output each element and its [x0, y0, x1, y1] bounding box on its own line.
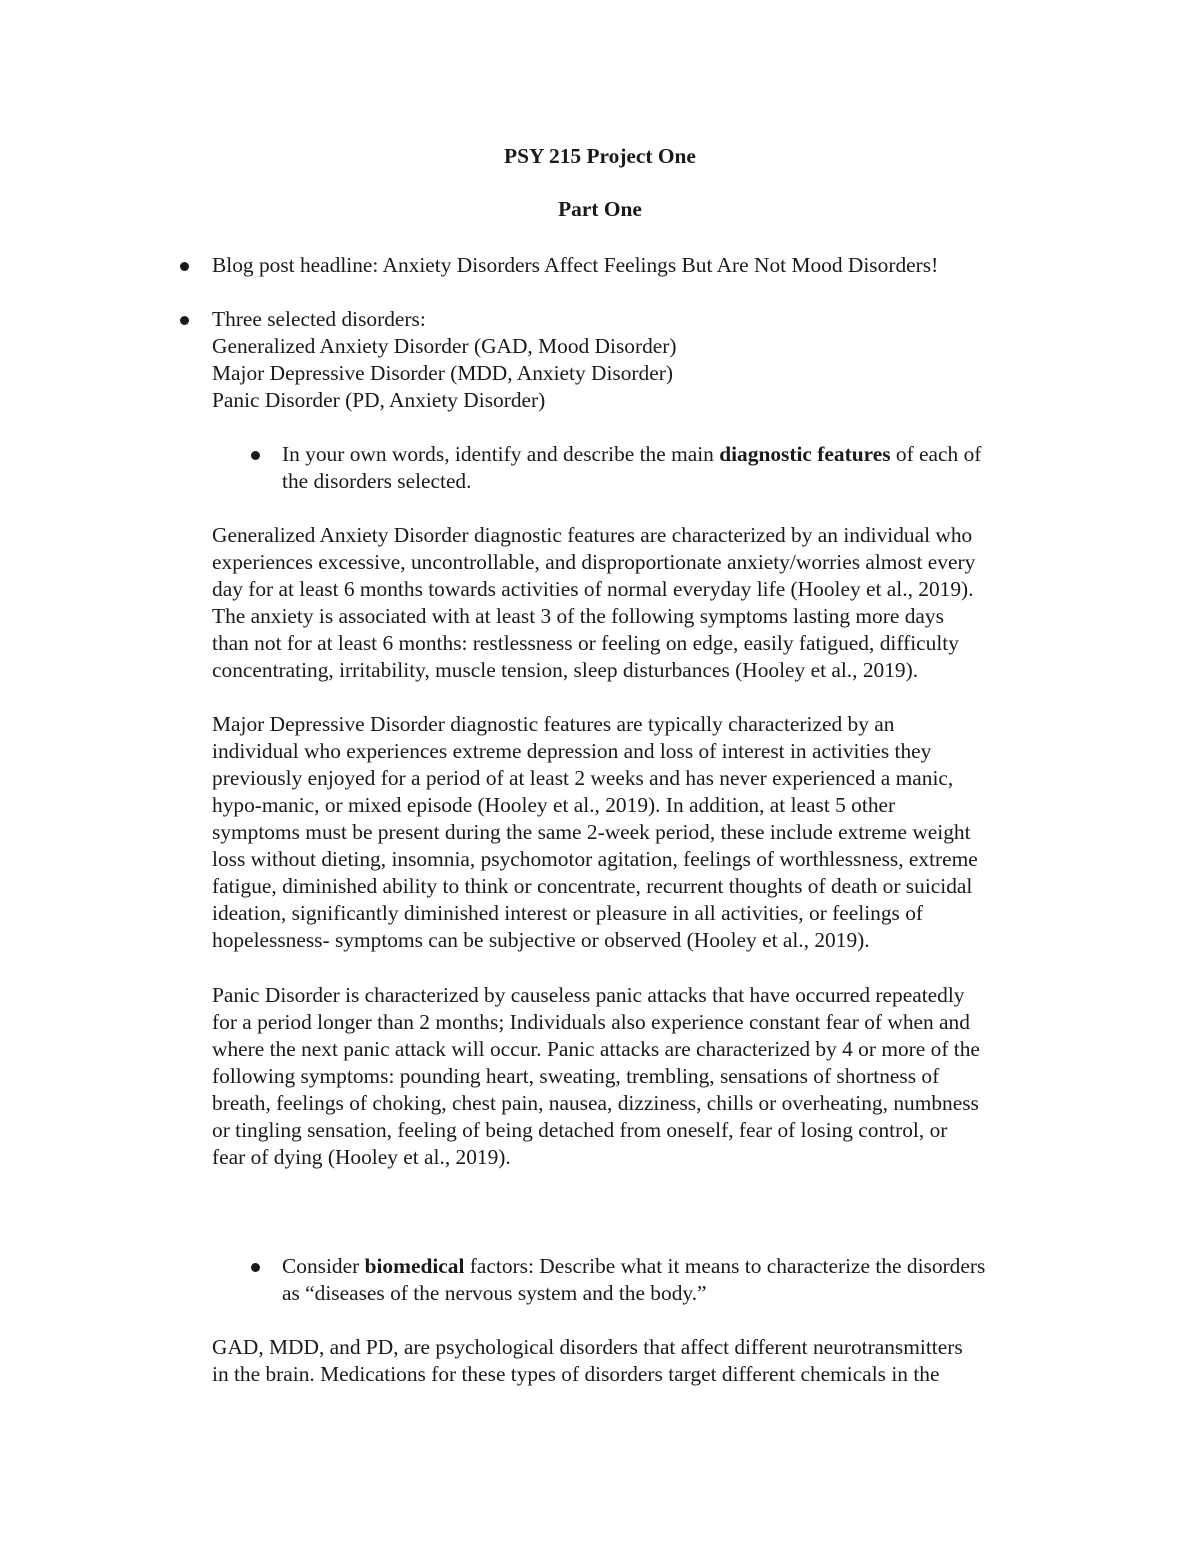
bullet-line: Major Depressive Disorder (MDD, Anxiety Disorder)	[212, 361, 673, 385]
sub-bullet-line-1: In your own words, identify and describe the main diagnostic features of each of	[282, 442, 982, 466]
paragraph-line: hopelessness- symptoms can be subjective or observed (Hooley et al., 2019).	[212, 928, 870, 952]
bullet-dot-icon	[251, 1263, 260, 1272]
final-paragraph	[212, 1334, 1072, 1388]
mdd-paragraph	[212, 711, 1072, 954]
paragraph-line: loss without dieting, insomnia, psychomotor agitation, feelings of worthlessness, extreme	[212, 847, 978, 871]
paragraph-line: following symptoms: pounding heart, sweating, trembling, sensations of shortness of	[212, 1064, 940, 1088]
bold-term: biomedical	[364, 1254, 465, 1278]
paragraph-line: in the brain. Medications for these types of disorders target different chemicals in the	[212, 1362, 940, 1386]
pd-paragraph	[212, 982, 1072, 1171]
sub-bullet-line-2: the disorders selected.	[282, 469, 472, 493]
paragraph-line: ideation, significantly diminished interest or pleasure in all activities, or feelings of	[212, 901, 924, 925]
paragraph-line: GAD, MDD, and PD, are psychological disorders that affect different neurotransmitters	[212, 1335, 963, 1359]
paragraph-line: where the next panic attack will occur. Panic attacks are characterized by 4 or more of the	[212, 1037, 980, 1061]
paragraph-line: or tingling sensation, feeling of being detached from oneself, fear of losing control, or	[212, 1118, 948, 1142]
sub-bullet-biomedical-factors	[282, 1253, 1072, 1307]
gad-paragraph	[212, 522, 1072, 684]
paragraph-line: previously enjoyed for a period of at least 2 weeks and has never experienced a manic,	[212, 766, 954, 790]
paragraph-line: The anxiety is associated with at least 3 of the following symptoms lasting more days	[212, 604, 944, 628]
sub-bullet-line-1: Consider biomedical factors: Describe what it means to characterize the disorders	[282, 1254, 986, 1278]
paragraph-line: symptoms must be present during the same 2-week period, these include extreme weight	[212, 820, 971, 844]
bullet-line: Panic Disorder (PD, Anxiety Disorder)	[212, 388, 546, 412]
paragraph-line: fatigue, diminished ability to think or concentrate, recurrent thoughts of death or suicidal	[212, 874, 973, 898]
sub-bullet-line-2: as “diseases of the nervous system and the body.”	[282, 1281, 707, 1305]
bullet-dot-icon	[180, 262, 189, 271]
document-title: PSY 215 Project One	[504, 144, 696, 168]
paragraph-line: for a period longer than 2 months; Individuals also experience constant fear of when and	[212, 1010, 970, 1034]
paragraph-line: day for at least 6 months towards activities of normal everyday life (Hooley et al., 2019).	[212, 577, 974, 601]
bold-term: diagnostic features	[719, 442, 891, 466]
bullet-dot-icon	[180, 316, 189, 325]
paragraph-line: Major Depressive Disorder diagnostic features are typically characterized by an	[212, 712, 895, 736]
paragraph-line: fear of dying (Hooley et al., 2019).	[212, 1145, 511, 1169]
bullet-text: Blog post headline: Anxiety Disorders Affect Feelings But Are Not Mood Disorders!	[212, 253, 939, 277]
document-subtitle: Part One	[558, 197, 642, 221]
paragraph-line: hypo-manic, or mixed episode (Hooley et al., 2019). In addition, at least 5 other	[212, 793, 896, 817]
paragraph-line: Generalized Anxiety Disorder diagnostic features are characterized by an individual who	[212, 523, 973, 547]
sub-bullet-diagnostic-features	[282, 441, 1072, 495]
bullet-line: Generalized Anxiety Disorder (GAD, Mood Disorder)	[212, 334, 677, 358]
paragraph-line: Panic Disorder is characterized by causeless panic attacks that have occurred repeatedly	[212, 983, 965, 1007]
paragraph-line: than not for at least 6 months: restlessness or feeling on edge, easily fatigued, difficulty	[212, 631, 959, 655]
bullet-line: Three selected disorders:	[212, 307, 426, 331]
paragraph-line: individual who experiences extreme depression and loss of interest in activities they	[212, 739, 932, 763]
bullet-blog-headline	[212, 252, 1072, 279]
paragraph-line: breath, feelings of choking, chest pain, nausea, dizziness, chills or overheating, numbness	[212, 1091, 979, 1115]
bullet-selected-disorders	[212, 306, 1072, 414]
paragraph-line: experiences excessive, uncontrollable, and disproportionate anxiety/worries almost every	[212, 550, 976, 574]
paragraph-line: concentrating, irritability, muscle tension, sleep disturbances (Hooley et al., 2019).	[212, 658, 919, 682]
bullet-dot-icon	[251, 451, 260, 460]
